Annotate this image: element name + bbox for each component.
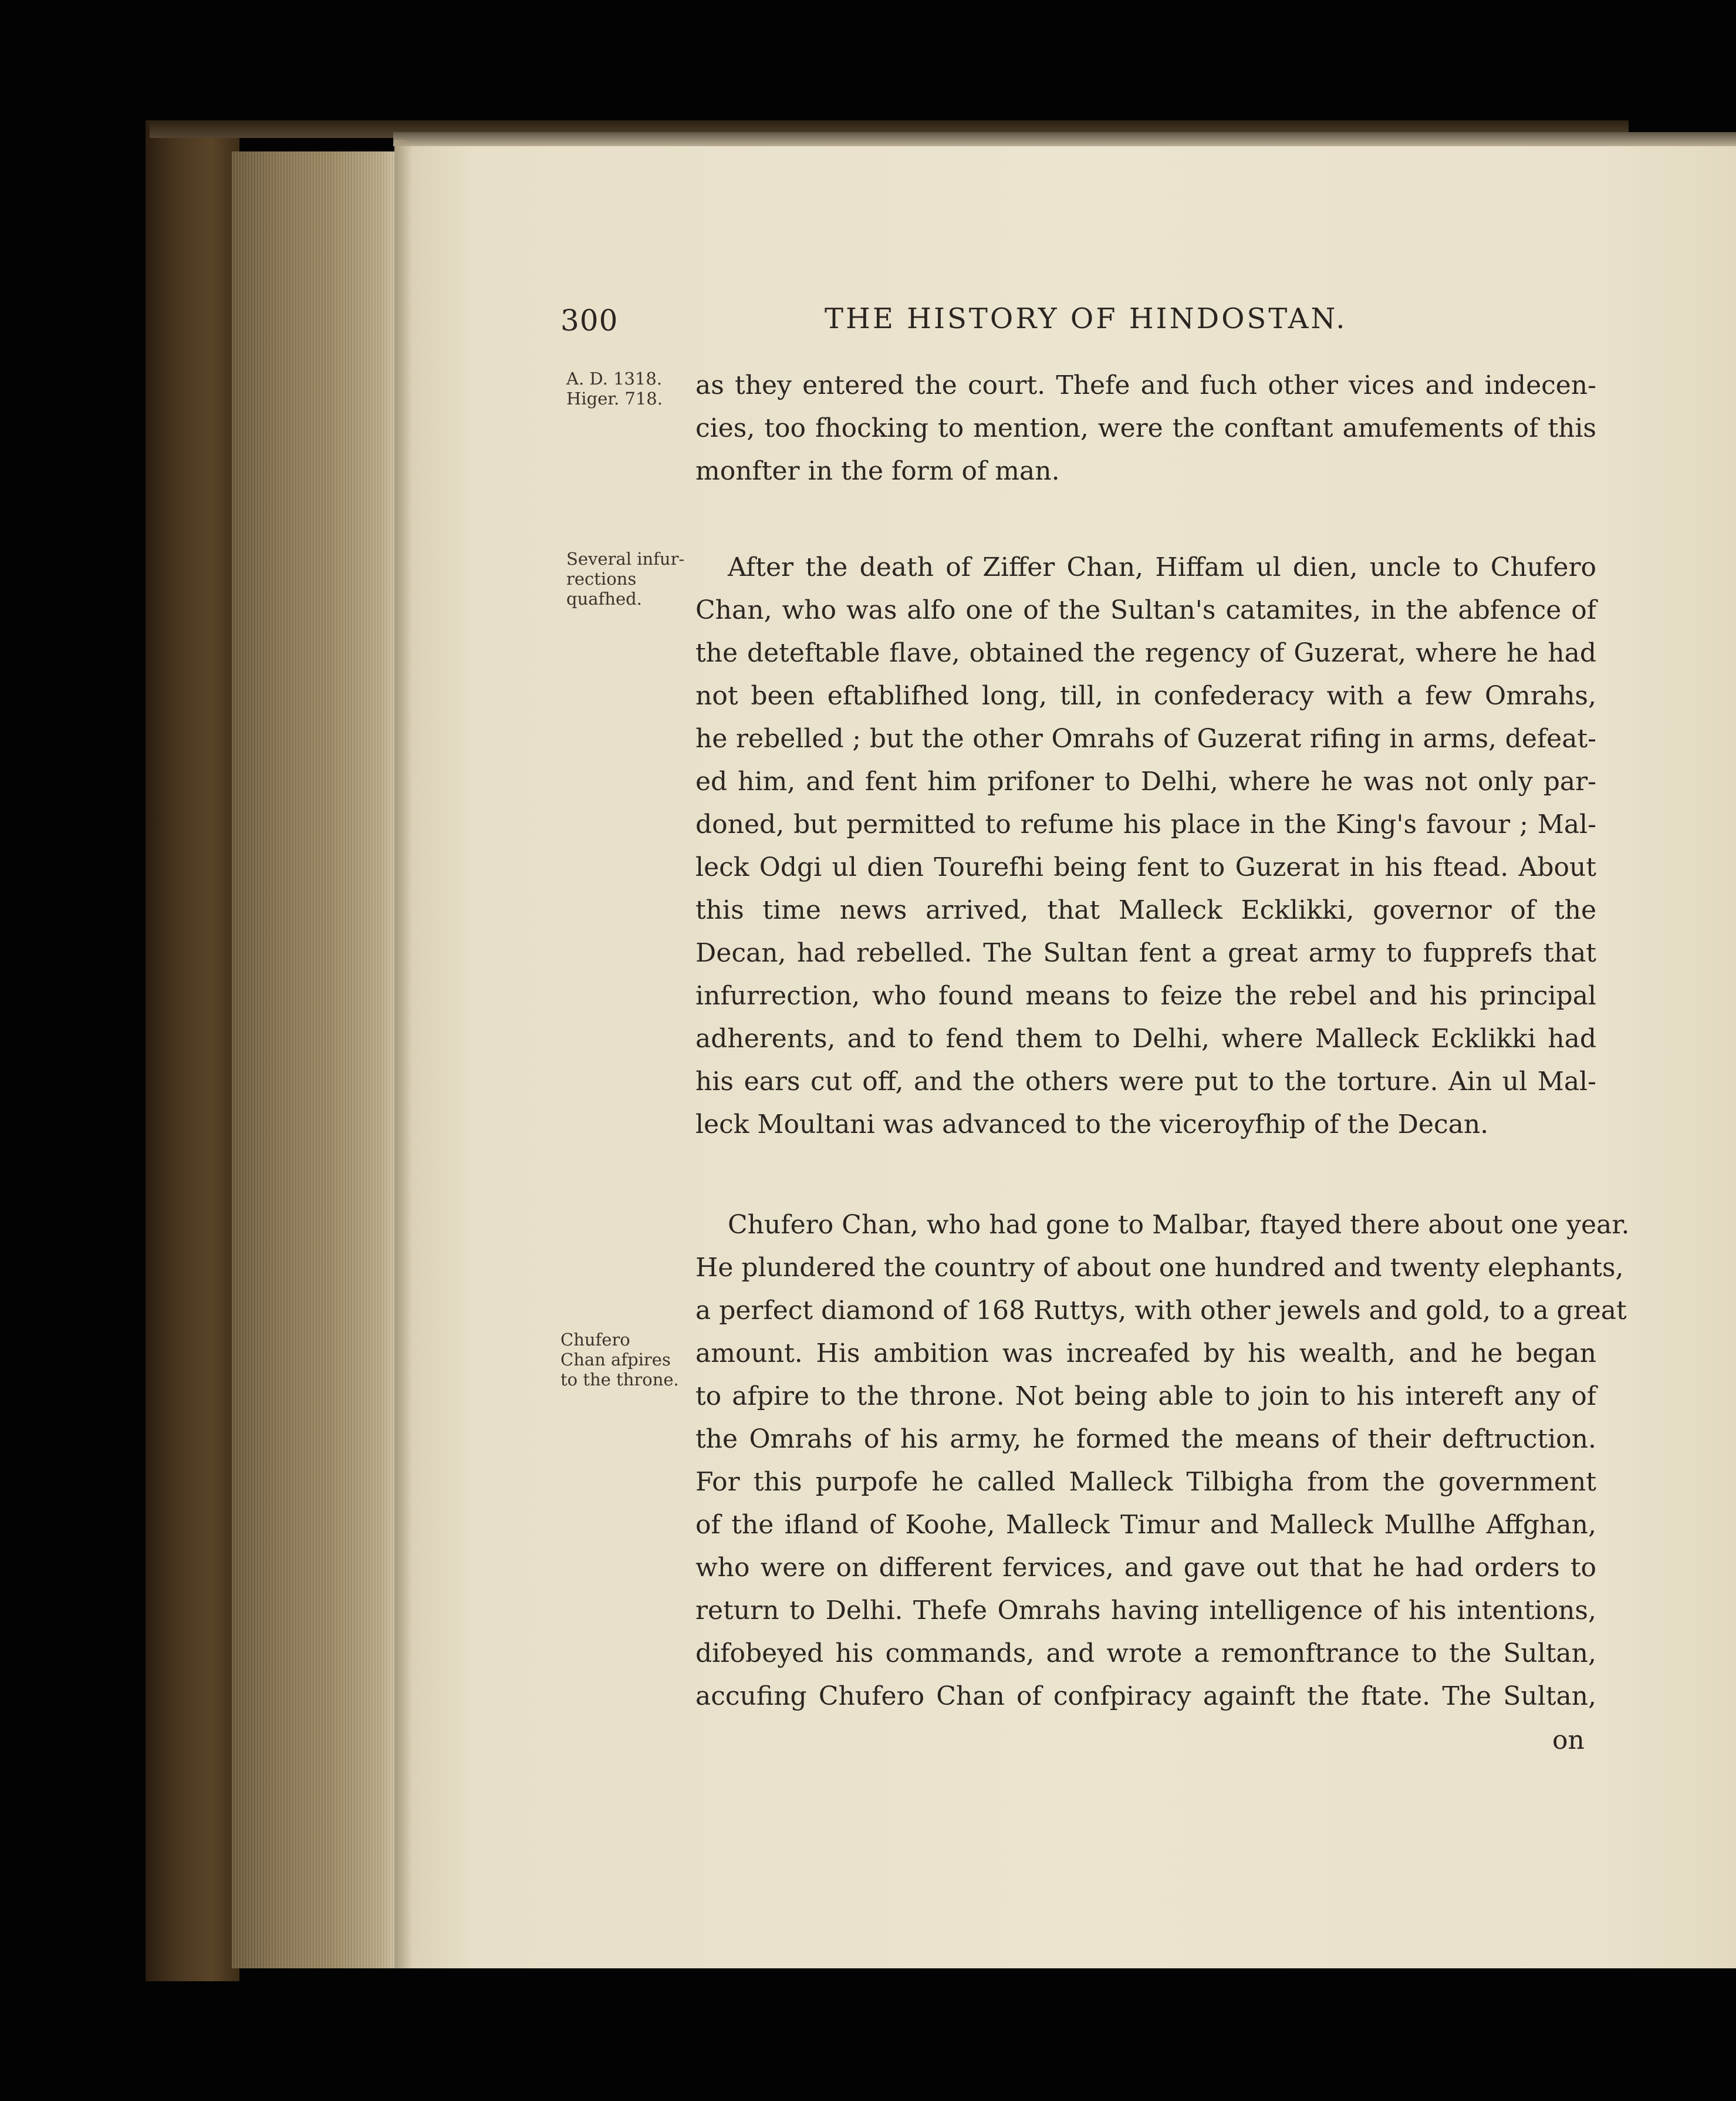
text-line: For this purpofe he called Malleck Tilbigha from the government [695, 1467, 1596, 1497]
catchword-main: on [1552, 1725, 1585, 1755]
page-top-shadow [393, 132, 1736, 146]
margin-note-line: Chan afpires [560, 1350, 671, 1370]
margin-note-date [566, 369, 663, 409]
text-line: not been eftablifhed long, till, in confederacy with a few Omrahs, [695, 681, 1596, 711]
text-line: his ears cut off, and the others were put to the torture. Ain ul Mal- [695, 1067, 1596, 1097]
margin-note-line: Chufero [560, 1330, 630, 1350]
running-head [560, 296, 1499, 343]
text-line: Chufero Chan, who had gone to Malbar, ftayed there about one year. [728, 1210, 1630, 1240]
text-line: leck Odgi ul dien Tourefhi being fent to Guzerat in his ftead. About [695, 852, 1596, 882]
page-gutter [394, 140, 412, 1968]
text-line: of the ifland of Koohe, Malleck Timur and Malleck Mullhe Affghan, [695, 1510, 1596, 1540]
text-line: return to Delhi. Thefe Omrahs having intelligence of his intentions, [695, 1596, 1596, 1626]
paragraph-3 [695, 1203, 1630, 1718]
text-line: adherents, and to fend them to Delhi, where Malleck Ecklikki had [695, 1024, 1596, 1054]
margin-note-insurrections [566, 549, 684, 609]
margin-note-line: Higer. 718. [566, 389, 663, 409]
text-line: leck Moultani was advanced to the viceroyfhip of the Decan. [695, 1109, 1489, 1139]
page-number: 300 [560, 303, 619, 338]
text-line: After the death of Ziffer Chan, Hiffam ul dien, uncle to Chufero [728, 552, 1596, 582]
running-title: THE HISTORY OF HINDOSTAN. [825, 302, 1347, 335]
text-line: ed him, and fent him prifoner to Delhi, where he was not only par- [695, 767, 1596, 797]
margin-note-line: quafhed. [566, 589, 642, 609]
paragraph-2 [695, 546, 1596, 1146]
margin-note-line: Several infur- [566, 549, 685, 569]
text-line: Decan, had rebelled. The Sultan fent a great army to fupprefs that [695, 938, 1596, 968]
text-line: Chan, who was alfo one of the Sultan's catamites, in the abfence of [695, 595, 1596, 625]
text-line: amount. His ambition was increafed by his wealth, and he began [695, 1338, 1596, 1368]
text-line: he rebelled ; but the other Omrahs of Guzerat rifing in arms, defeat- [695, 724, 1596, 754]
text-line: the deteftable flave, obtained the regency of Guzerat, where he had [695, 638, 1596, 668]
text-line: the Omrahs of his army, he formed the means of their deftruction. [695, 1424, 1596, 1454]
text-line: accufing Chufero Chan of confpiracy againft the ftate. The Sultan, [695, 1681, 1596, 1711]
text-line: monfter in the form of man. [695, 456, 1060, 486]
text-line: cies, too fhocking to mention, were the conftant amufements of this [695, 413, 1596, 443]
text-line: to afpire to the throne. Not being able to join to his intereft any of [695, 1381, 1596, 1411]
text-line: He plundered the country of about one hundred and twenty elephants, [695, 1253, 1624, 1283]
margin-note-chufero [560, 1330, 679, 1390]
paragraph-1 [695, 364, 1596, 493]
text-line: infurrection, who found means to feize the rebel and his principal [695, 981, 1596, 1011]
margin-note-line: rections [566, 569, 637, 589]
text-line: as they entered the court. Thefe and fuch other vices and indecen- [695, 370, 1596, 400]
margin-note-line: to the throne. [560, 1370, 679, 1390]
text-line: this time news arrived, that Malleck Ecklikki, governor of the [695, 895, 1596, 925]
page-edges [232, 151, 396, 1968]
book-cover-edge [146, 120, 239, 1981]
text-line: who were on different fervices, and gave out that he had orders to [695, 1553, 1596, 1583]
text-line: a perfect diamond of 168 Ruttys, with other jewels and gold, to a great [695, 1296, 1627, 1326]
text-line: difobeyed his commands, and wrote a remonftrance to the Sultan, [695, 1638, 1596, 1668]
margin-note-line: A. D. 1318. [566, 369, 663, 389]
text-line: doned, but permitted to refume his place in the King's favour ; Mal- [695, 810, 1596, 839]
